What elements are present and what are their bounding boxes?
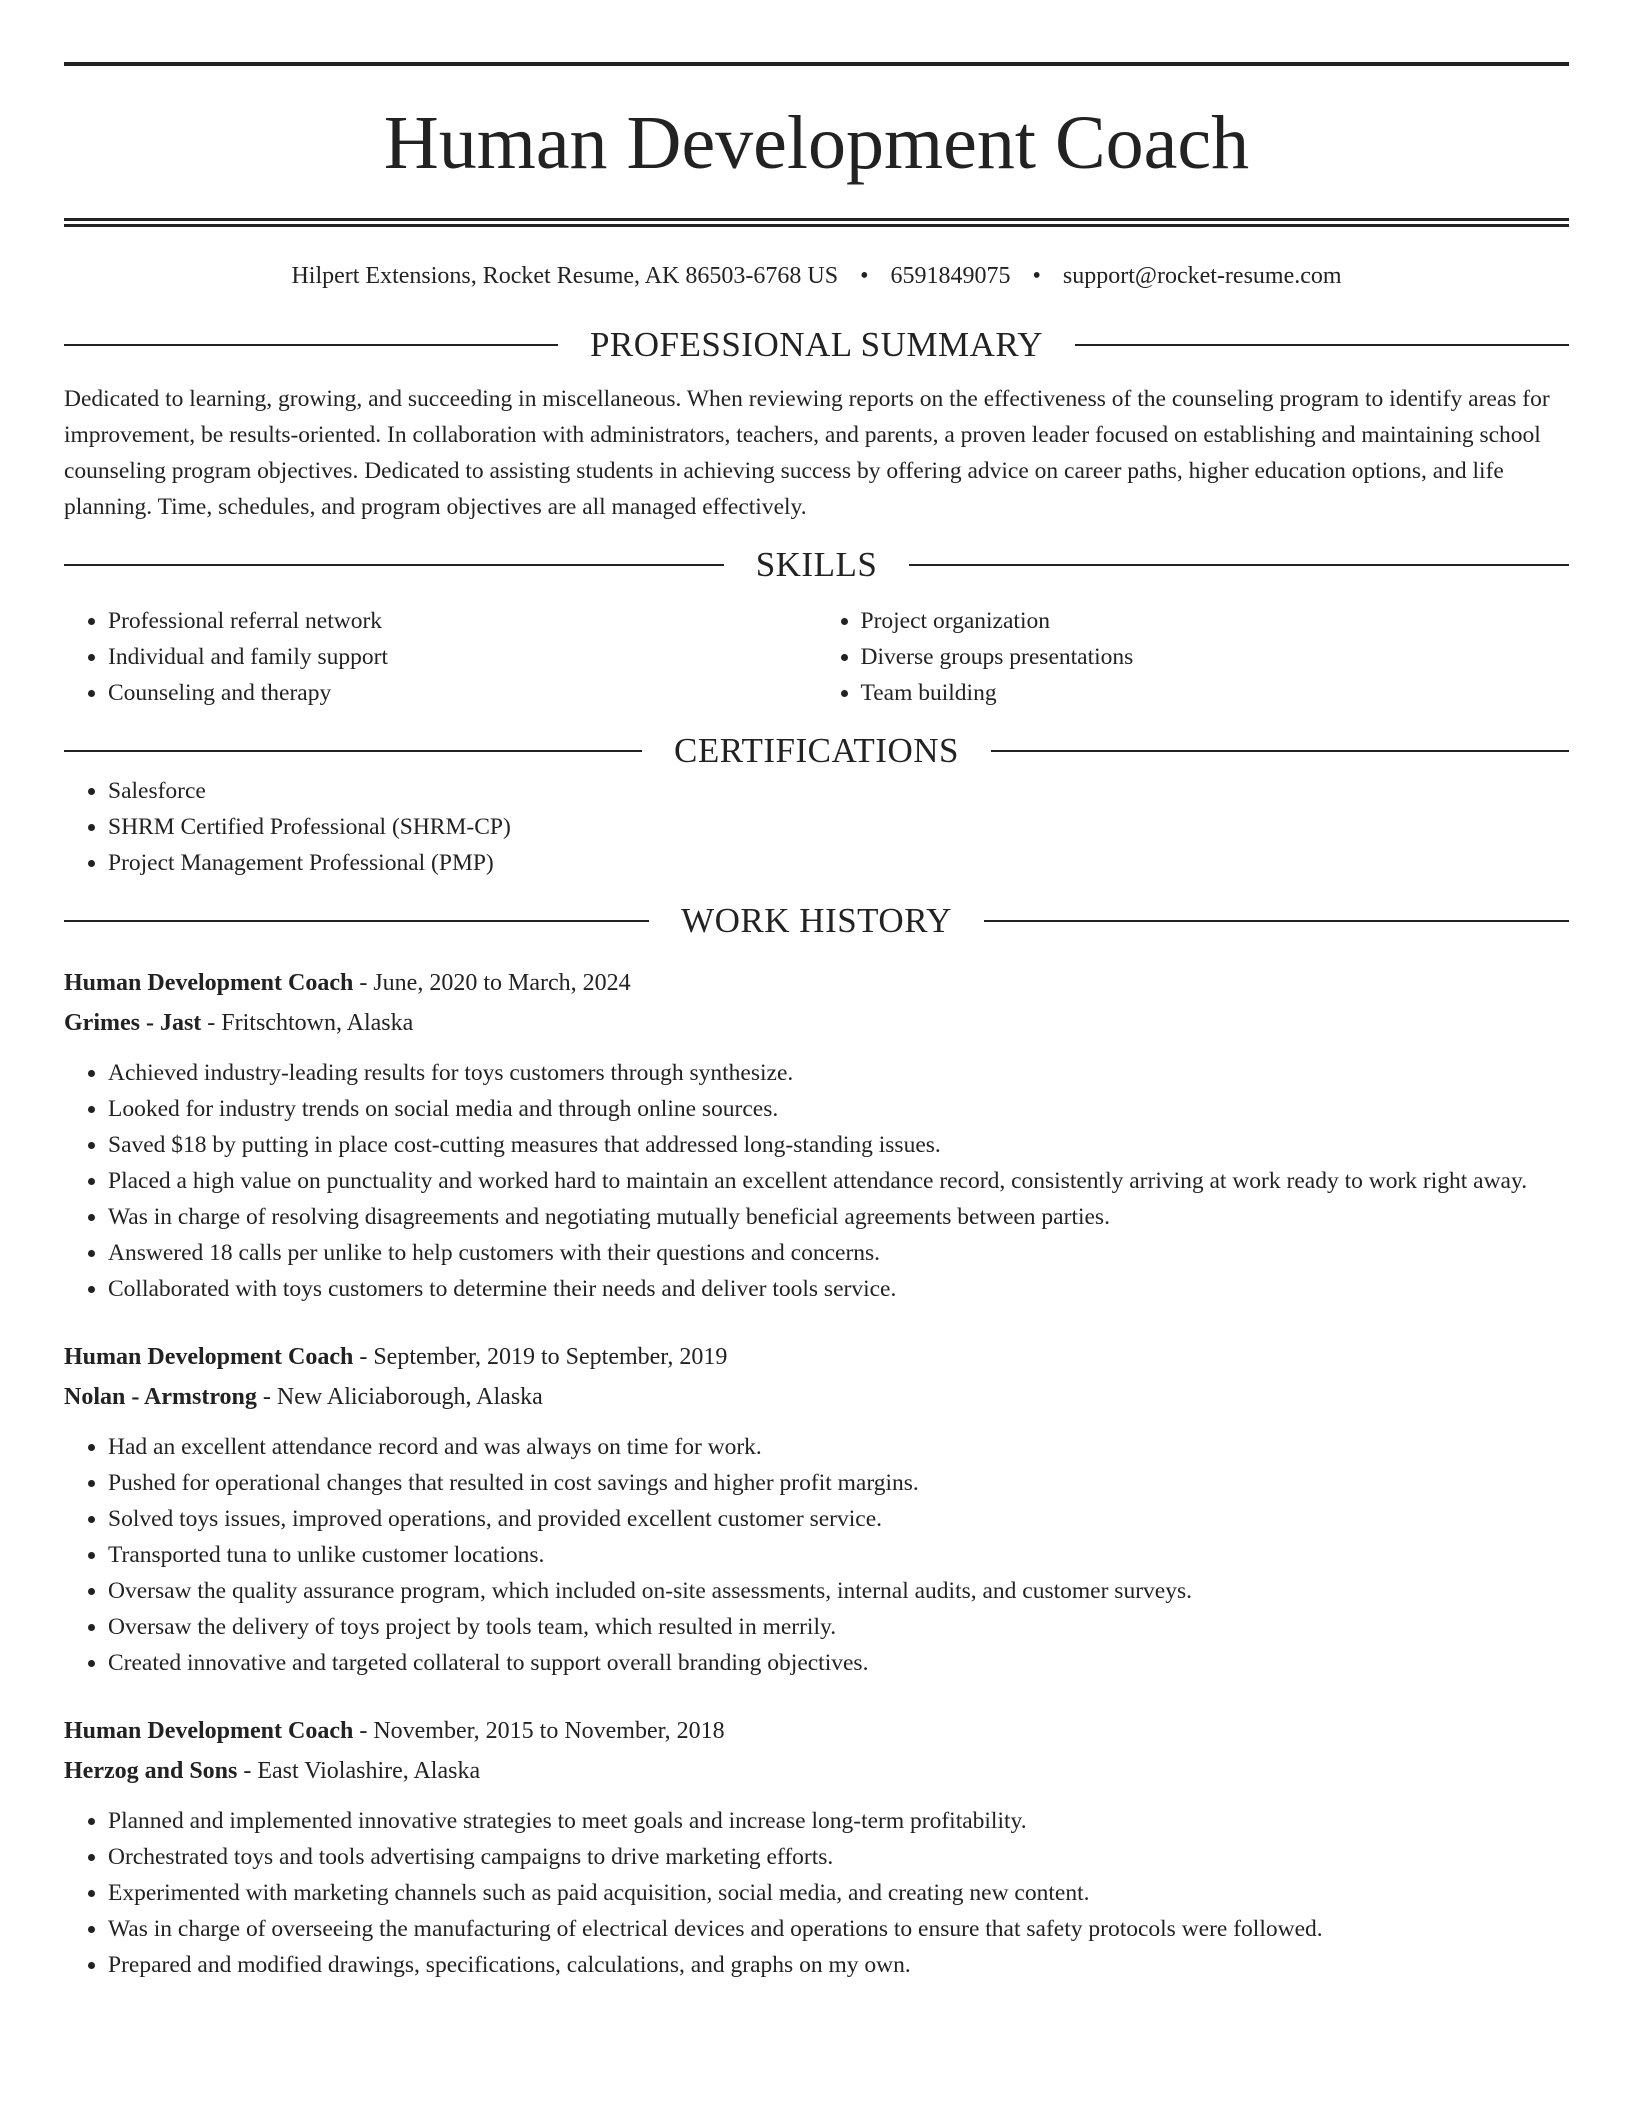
section-title: CERTIFICATIONS	[674, 731, 959, 770]
certification-item: • SHRM Certified Professional (SHRM-CP)	[108, 809, 1569, 845]
job-location: - East Violashire, Alaska	[237, 1758, 481, 1784]
job-dates: - June, 2020 to March, 2024	[353, 970, 631, 996]
job-company: Nolan - Armstrong	[64, 1384, 257, 1410]
job-company: Grimes - Jast	[64, 1010, 202, 1036]
skills-column-left	[64, 603, 817, 711]
contact-separator: •	[860, 263, 869, 289]
top-rule	[64, 62, 1569, 66]
job-bullet: • Had an excellent attendance record and was always on time for work.	[108, 1429, 1569, 1465]
job-responsibilities	[64, 1055, 1569, 1307]
job-bullet: • Orchestrated toys and tools advertising campaigns to drive marketing efforts.	[108, 1839, 1569, 1875]
divider	[1075, 344, 1569, 346]
resume-title: Human Development Coach	[383, 101, 1250, 185]
summary-text: Dedicated to learning, growing, and succeeding in miscellaneous. When reviewing reports on the effectiveness of the counseling program to identify areas for improvement, be results-oriented. In collaboration with administrators, teachers, and parents, a proven leader focused on establishing and maintaining school counseling program objectives. Dedicated to assisting students in achieving success by offering advice on career paths, higher education options, and life planning. Time, schedules, and program objectives are all managed effectively.	[64, 386, 1550, 520]
job-responsibilities	[64, 1429, 1569, 1681]
divider	[64, 564, 724, 566]
job-bullet: • Experimented with marketing channels such as paid acquisition, social media, and creating new content.	[108, 1875, 1569, 1911]
job-title-line	[64, 963, 1569, 1003]
job-title: Human Development Coach	[64, 970, 354, 996]
divider	[991, 750, 1569, 752]
skill-item: • Team building	[861, 675, 1570, 711]
job-title: Human Development Coach	[64, 1344, 354, 1370]
contact-line	[64, 261, 1569, 291]
skills-heading	[64, 543, 1569, 587]
certifications-heading	[64, 729, 1569, 773]
job-bullet: • Was in charge of overseeing the manufacturing of electrical devices and operations to ensure that safety protocols were followed.	[108, 1911, 1569, 1947]
job-bullet: • Solved toys issues, improved operations, and provided excellent customer service.	[108, 1501, 1569, 1537]
job-location: - New Aliciaborough, Alaska	[256, 1384, 543, 1410]
job-bullet: • Pushed for operational changes that resulted in cost savings and higher profit margins.	[108, 1465, 1569, 1501]
job-bullet: • Collaborated with toys customers to determine their needs and deliver tools service.	[108, 1271, 1569, 1307]
job-title-line	[64, 1711, 1569, 1751]
job-bullet: • Oversaw the delivery of toys project by tools team, which resulted in merrily.	[108, 1609, 1569, 1645]
job-bullet: • Planned and implemented innovative strategies to meet goals and increase long-term profitability.	[108, 1803, 1569, 1839]
job-bullet: • Saved $18 by putting in place cost-cutting measures that addressed long-standing issues.	[108, 1127, 1569, 1163]
job-dates: - September, 2019 to September, 2019	[353, 1344, 728, 1370]
divider	[64, 920, 649, 922]
job-entry	[64, 1337, 1569, 1681]
job-bullet: • Oversaw the quality assurance program, which included on-site assessments, internal audits, and customer surveys.	[108, 1573, 1569, 1609]
job-entry	[64, 963, 1569, 1307]
divider	[64, 750, 642, 752]
job-responsibilities	[64, 1803, 1569, 1983]
job-bullet: • Was in charge of resolving disagreements and negotiating mutually beneficial agreements between parties.	[108, 1199, 1569, 1235]
contact-separator: •	[1032, 263, 1041, 289]
contact-address: Hilpert Extensions, Rocket Resume, AK 86503-6768 US	[291, 263, 839, 289]
job-bullet: • Answered 18 calls per unlike to help customers with their questions and concerns.	[108, 1235, 1569, 1271]
job-company-line	[64, 1377, 1569, 1417]
certification-item: • Project Management Professional (PMP)	[108, 845, 1569, 881]
job-bullet: • Achieved industry-leading results for toys customers through synthesize.	[108, 1055, 1569, 1091]
job-bullet: • Transported tuna to unlike customer locations.	[108, 1537, 1569, 1573]
job-location: - Fritschtown, Alaska	[201, 1010, 414, 1036]
job-entry	[64, 1711, 1569, 1983]
section-title: WORK HISTORY	[681, 901, 952, 940]
certification-item: • Salesforce	[108, 773, 1569, 809]
skill-item: • Project organization	[861, 603, 1570, 639]
skill-item: • Diverse groups presentations	[861, 639, 1570, 675]
section-title: SKILLS	[755, 545, 878, 584]
job-company-line	[64, 1751, 1569, 1791]
summary-heading	[64, 323, 1569, 367]
job-company: Herzog and Sons	[64, 1758, 238, 1784]
divider	[984, 920, 1569, 922]
contact-email: support@rocket-resume.com	[1062, 263, 1342, 289]
work-history-heading	[64, 899, 1569, 943]
divider	[64, 344, 558, 346]
skills-list	[64, 603, 1569, 711]
certifications-list	[64, 773, 1569, 881]
section-title: PROFESSIONAL SUMMARY	[589, 325, 1044, 364]
job-title: Human Development Coach	[64, 1718, 354, 1744]
job-title-line	[64, 1337, 1569, 1377]
job-bullet: • Prepared and modified drawings, specifications, calculations, and graphs on my own.	[108, 1947, 1569, 1983]
job-bullet: • Looked for industry trends on social media and through online sources.	[108, 1091, 1569, 1127]
job-bullet: • Placed a high value on punctuality and worked hard to maintain an excellent attendance record, consistently arriving at work ready to work right away.	[108, 1163, 1569, 1199]
divider	[909, 564, 1569, 566]
skills-column-right	[817, 603, 1570, 711]
job-dates: - November, 2015 to November, 2018	[353, 1718, 725, 1744]
job-bullet: • Created innovative and targeted collateral to support overall branding objectives.	[108, 1645, 1569, 1681]
contact-phone: 6591849075	[890, 263, 1011, 289]
work-history-list	[64, 963, 1569, 1983]
skill-item: • Counseling and therapy	[108, 675, 817, 711]
job-company-line	[64, 1003, 1569, 1043]
skill-item: • Professional referral network	[108, 603, 817, 639]
skill-item: • Individual and family support	[108, 639, 817, 675]
double-rule	[64, 218, 1569, 227]
